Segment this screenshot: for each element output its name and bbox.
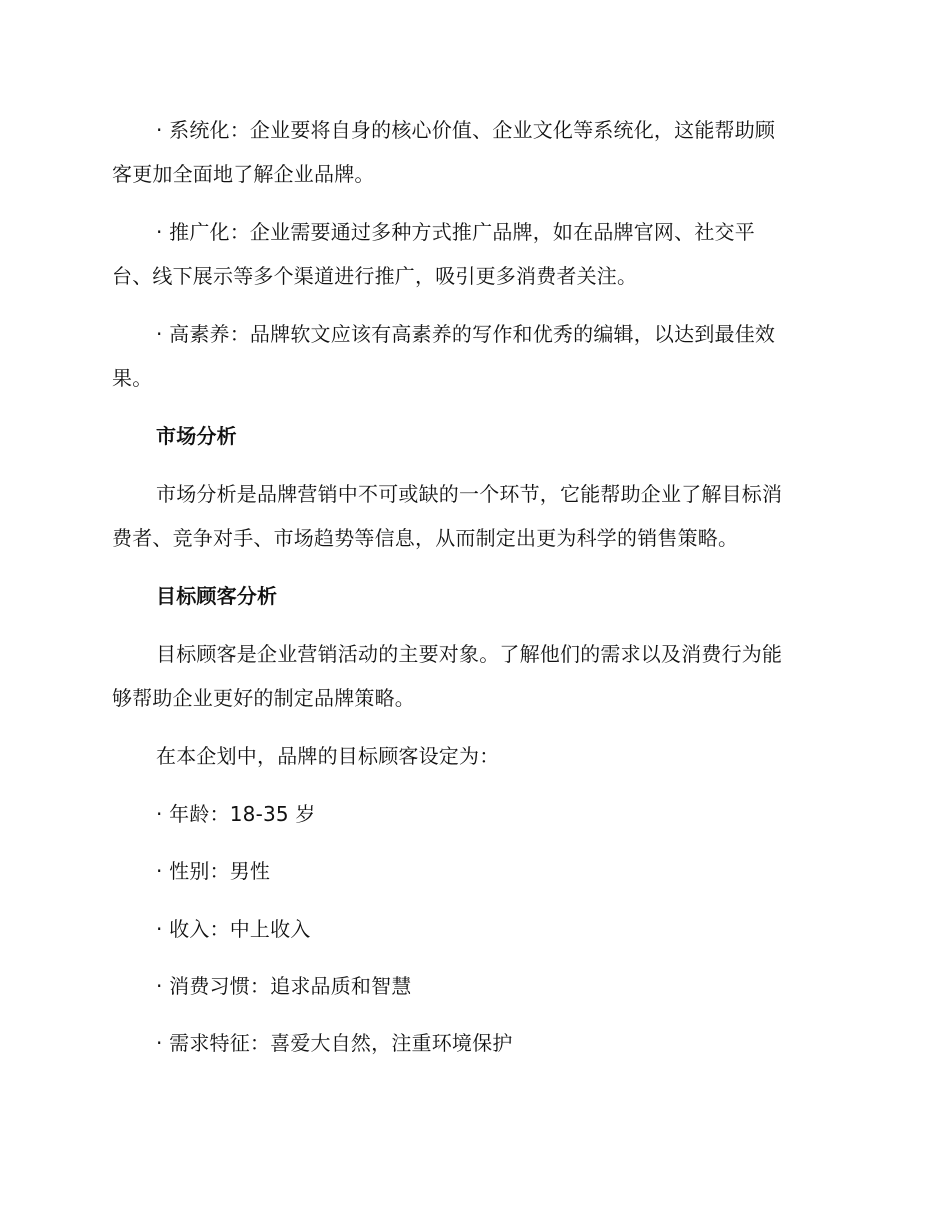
- target-customer-paragraph: [112, 632, 832, 720]
- target-item-habits: [112, 964, 832, 1008]
- bullet-line: · 系统化：企业要将自身的核心价值、企业文化等系统化，这能帮助顾: [156, 118, 776, 142]
- list-item: · 性别：男性: [156, 859, 271, 883]
- target-item-needs: [112, 1021, 832, 1065]
- section-heading-target: [112, 574, 832, 618]
- paragraph-line: 够帮助企业更好的制定品牌策略。: [112, 686, 415, 710]
- paragraph-line: 费者、竞争对手、市场趋势等信息，从而制定出更为科学的销售策略。: [112, 526, 739, 550]
- intro-line: 在本企划中，品牌的目标顾客设定为：: [156, 744, 500, 768]
- bullet-line: 客更加全面地了解企业品牌。: [112, 162, 375, 186]
- bullet-line: 果。: [112, 366, 153, 390]
- target-item-income: [112, 907, 832, 951]
- paragraph-line: 市场分析是品牌营销中不可或缺的一个环节，它能帮助企业了解目标消: [156, 482, 783, 506]
- list-item: · 需求特征：喜爱大自然，注重环境保护: [156, 1031, 513, 1055]
- bullet-line: · 推广化：企业需要通过多种方式推广品牌，如在品牌官网、社交平: [156, 220, 755, 244]
- list-item: · 年龄：18-35 岁: [156, 802, 316, 826]
- target-item-age: [112, 792, 832, 836]
- list-item: · 收入：中上收入: [156, 917, 311, 941]
- section-heading-market: [112, 414, 832, 458]
- market-analysis-paragraph: [112, 472, 832, 560]
- bullet-promotion: [112, 210, 832, 298]
- bullet-line: 台、线下展示等多个渠道进行推广，吸引更多消费者关注。: [112, 264, 638, 288]
- section-heading: 市场分析: [156, 424, 237, 448]
- target-intro: [112, 734, 832, 778]
- target-item-gender: [112, 849, 832, 893]
- bullet-systematization: [112, 108, 832, 196]
- bullet-line: · 高素养：品牌软文应该有高素养的写作和优秀的编辑，以达到最佳效: [156, 322, 776, 346]
- section-heading: 目标顾客分析: [156, 584, 278, 608]
- paragraph-line: 目标顾客是企业营销活动的主要对象。了解他们的需求以及消费行为能: [156, 642, 783, 666]
- list-item: · 消费习惯：追求品质和智慧: [156, 974, 412, 998]
- bullet-quality: [112, 312, 832, 400]
